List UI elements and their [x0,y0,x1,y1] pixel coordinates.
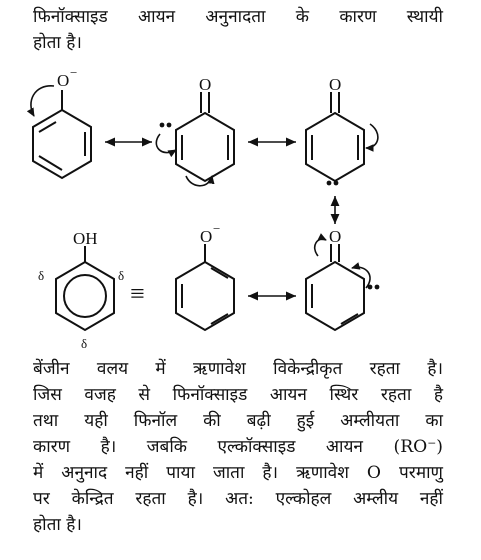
explanation-line-4: कारण है। जबकि एल्कॉक्साइड आयन (RO⁻) [33,437,443,457]
delta-bottom: δ [81,336,88,351]
resonance-structure-3 [306,92,378,181]
phenoxide-O-label-2: O [200,227,213,246]
intro-paragraph [33,4,443,56]
explanation-line-2: जिस वजह से फिनॉक्साइड आयन स्थिर रहता है [33,385,443,405]
resonance-scheme [0,62,481,356]
phenol-OH-label: OH [73,229,98,248]
phenoxide-hybrid [176,244,234,330]
equivalence-sign: ≡ [130,279,145,308]
resonance-structure-4 [306,239,370,330]
phenoxide-O-label: O [57,71,70,90]
intro-line-1: फिनॉक्साइड आयन अनुनादता के कारण स्थायी [33,7,443,27]
lone-pair-dots [160,123,380,290]
explanation-line-6: पर केन्द्रित रहता है। अत: एल्कोहल अम्लीय नहीं [33,489,443,509]
carbonyl-O-1: O [199,75,212,94]
carbonyl-O-3: O [329,227,342,246]
carbonyl-O-2: O [329,75,342,94]
delta-right: δ [118,268,125,283]
explanation-line-3: तथा यही फिनॉल की बढ़ी हुई अम्लीयता का [33,411,443,431]
explanation-line-5: में अनुनाद नहीं पाया जाता है। ऋणावेश O परमाणु [33,463,443,483]
minus-sign: − [70,65,78,80]
minus-sign-2: − [213,221,221,236]
delta-left: δ [38,268,45,283]
phenoxide-structure-1 [31,86,91,178]
resonance-structure-2 [156,92,234,186]
intro-line-2: होता है। [33,33,82,53]
explanation-line-7: होता है। [33,515,82,535]
explanation-paragraph [33,356,443,538]
explanation-line-1: बेंजीन वलय में ऋणावेश विकेन्द्रीकृत रहता है। [33,359,443,379]
phenol-delta-structure [56,246,114,330]
